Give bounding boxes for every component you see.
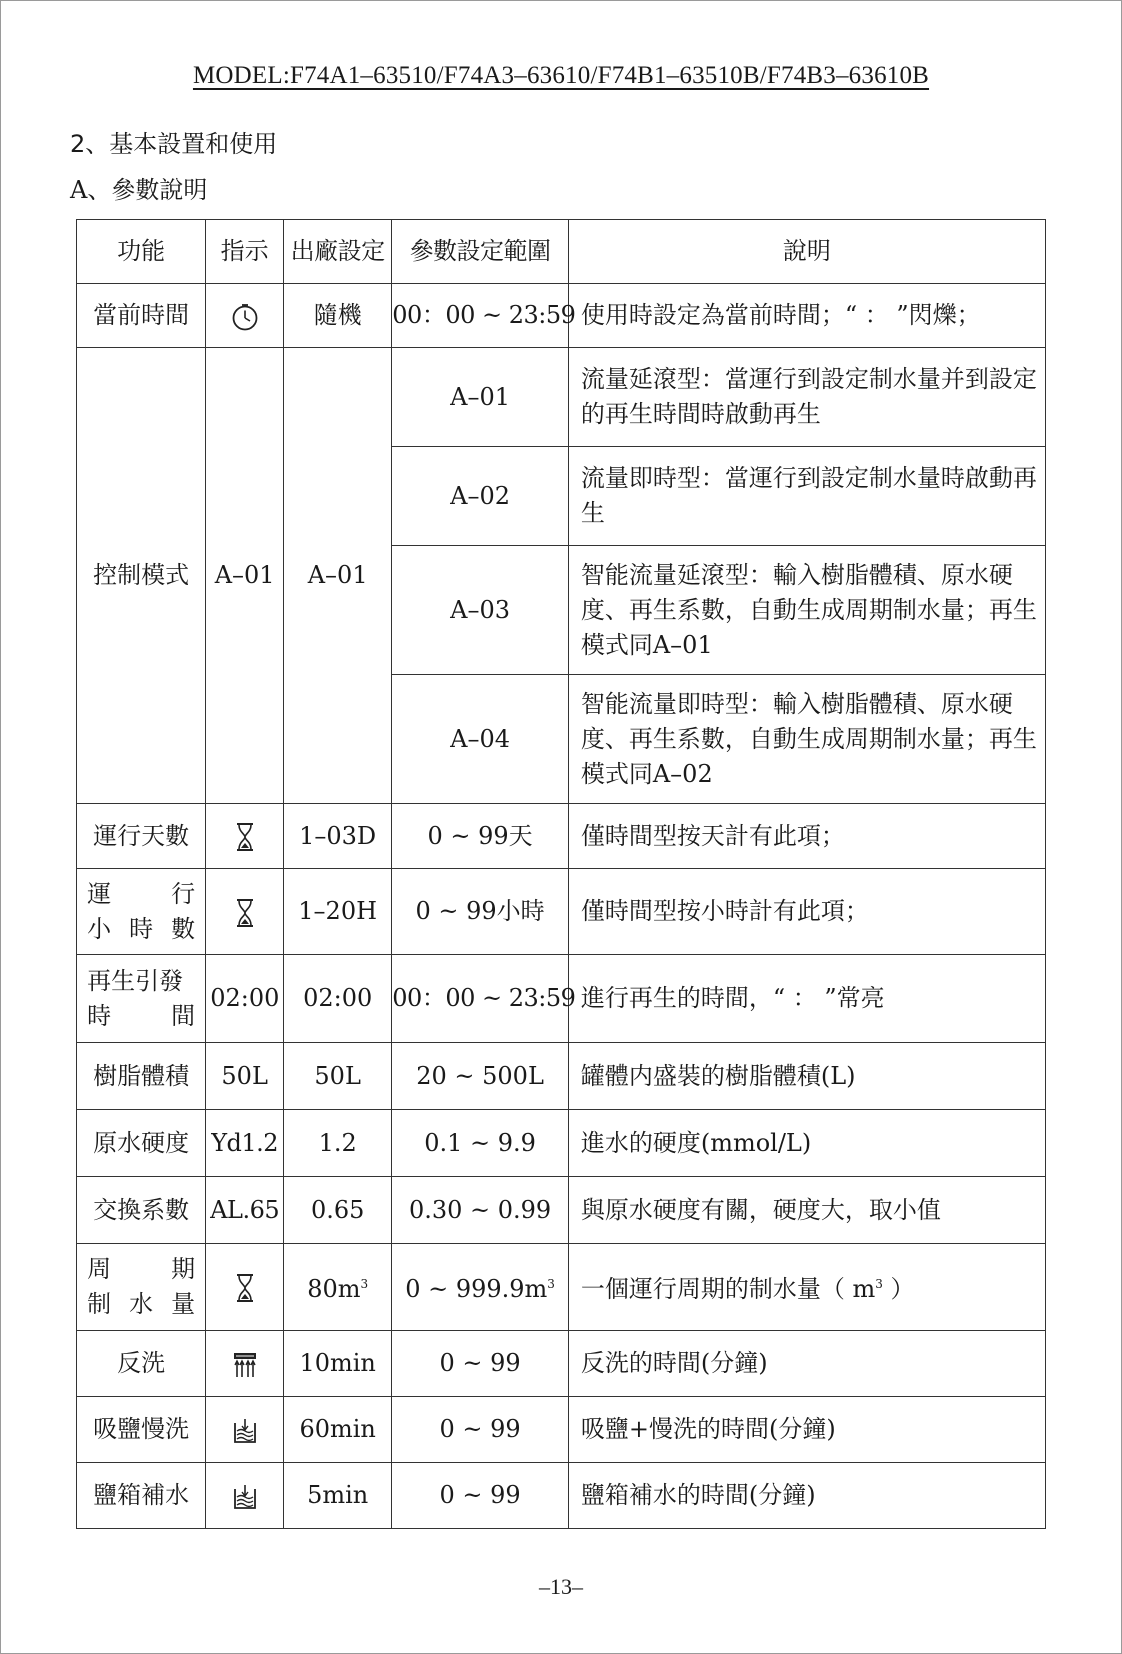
function-cell: 交換系數 <box>77 1177 206 1244</box>
description-cell: 僅時間型按天計有此項； <box>568 804 1045 869</box>
header-indicator: 指示 <box>206 220 284 284</box>
indicator-cell: AL.65 <box>206 1177 284 1244</box>
function-line-1: 再生引發 <box>87 966 184 995</box>
function-char: 周 <box>87 1255 112 1283</box>
range-cell: 0 ~ 99 <box>392 1331 569 1397</box>
table-row-regen-time <box>77 955 1046 1043</box>
function-char: 數 <box>171 914 196 943</box>
description-text: 一個運行周期的制水量（ m <box>580 1275 876 1303</box>
factory-cell: 1.2 <box>284 1110 392 1177</box>
factory-value: 80m <box>307 1275 361 1303</box>
cubic-superscript: 3 <box>875 1277 883 1291</box>
function-cell <box>77 869 206 955</box>
indicator-cell <box>206 1331 284 1397</box>
indicator-cell <box>206 804 284 869</box>
function-char: 量 <box>171 1290 196 1318</box>
function-cell: 吸鹽慢洗 <box>77 1397 206 1463</box>
description-cell: 流量延滾型：當運行到設定制水量并到設定的再生時間時啟動再生 <box>568 348 1045 447</box>
indicator-cell: Yd1.2 <box>206 1110 284 1177</box>
page-number: –13– <box>539 1574 583 1599</box>
range-cell: 0 ~ 99 <box>392 1463 569 1529</box>
indicator-cell <box>206 284 284 348</box>
function-cell <box>77 1244 206 1331</box>
indicator-cell <box>206 1463 284 1529</box>
description-cell: 罐體内盛裝的樹脂體積(L) <box>568 1043 1045 1110</box>
header-description: 說明 <box>568 220 1045 284</box>
factory-cell: 5min <box>284 1463 392 1529</box>
factory-cell <box>284 1244 392 1331</box>
clock-icon <box>230 302 260 332</box>
factory-cell: 1–20H <box>284 869 392 955</box>
range-cell: 0.30 ~ 0.99 <box>392 1177 569 1244</box>
description-cell: 智能流量即時型：輸入樹脂體積、原水硬度、再生系數，自動生成周期制水量；再生模式同A–02 <box>568 675 1045 804</box>
function-char: 時 <box>87 1001 112 1030</box>
function-cell <box>77 955 206 1043</box>
indicator-cell: 50L <box>206 1043 284 1110</box>
function-char: 水 <box>129 1290 154 1318</box>
table-header-row <box>77 220 1046 284</box>
range-cell: 0.1 ~ 9.9 <box>392 1110 569 1177</box>
function-cell: 反洗 <box>77 1331 206 1397</box>
sub-title: A、參數說明 <box>70 176 208 204</box>
range-cell: A–02 <box>392 447 569 546</box>
factory-cell: A–01 <box>284 348 392 804</box>
range-cell: 00：00 ~ 23:59 <box>392 955 569 1043</box>
header-function: 功能 <box>77 220 206 284</box>
description-cell: 進行再生的時間，“ ： ”常亮 <box>568 955 1045 1043</box>
function-cell: 當前時間 <box>77 284 206 348</box>
function-cell: 樹脂體積 <box>77 1043 206 1110</box>
range-value: 0 ~ 999.9m <box>405 1275 548 1303</box>
function-line-1 <box>87 1252 195 1287</box>
function-char: 制 <box>87 1290 112 1318</box>
indicator-cell <box>206 1397 284 1463</box>
description-cell: 智能流量延滾型：輸入樹脂體積、原水硬度、再生系數，自動生成周期制水量；再生模式同A–01 <box>568 546 1045 675</box>
table-row-exchange-coefficient <box>77 1177 1046 1244</box>
function-char: 運 <box>87 879 112 908</box>
parameter-table <box>76 219 1046 1529</box>
range-cell: A–03 <box>392 546 569 675</box>
indicator-cell: 02:00 <box>206 955 284 1043</box>
description-cell: 流量即時型：當運行到設定制水量時啟動再生 <box>568 447 1045 546</box>
description-cell <box>568 1244 1045 1331</box>
range-cell: A–01 <box>392 348 569 447</box>
table-row-raw-hardness <box>77 1110 1046 1177</box>
factory-cell: 60min <box>284 1397 392 1463</box>
hourglass-icon <box>234 1273 256 1303</box>
table-row-control-mode <box>77 348 1046 447</box>
range-cell: 0 ~ 99 <box>392 1397 569 1463</box>
table-row-backwash <box>77 1331 1046 1397</box>
factory-cell: 50L <box>284 1043 392 1110</box>
table-row-running-days <box>77 804 1046 869</box>
description-cell: 鹽箱補水的時間(分鐘) <box>568 1463 1045 1529</box>
function-char: 時 <box>129 914 154 943</box>
table-row-brine-refill <box>77 1463 1046 1529</box>
section-title: 2、基本設置和使用 <box>70 130 278 158</box>
description-cell: 反洗的時間(分鐘) <box>568 1331 1045 1397</box>
function-char: 小 <box>87 914 112 943</box>
cubic-superscript: 3 <box>547 1277 555 1291</box>
description-cell: 僅時間型按小時計有此項； <box>568 869 1045 955</box>
function-line-2 <box>87 999 195 1034</box>
table-row-running-hours <box>77 869 1046 955</box>
brine-tank-icon <box>232 1483 258 1511</box>
cubic-superscript: 3 <box>360 1277 369 1291</box>
function-char: 間 <box>171 1001 196 1030</box>
range-cell: 0 ~ 99天 <box>392 804 569 869</box>
factory-cell: 0.65 <box>284 1177 392 1244</box>
hourglass-icon <box>234 898 256 928</box>
description-cell: 與原水硬度有關，硬度大，取小值 <box>568 1177 1045 1244</box>
indicator-cell <box>206 1244 284 1331</box>
hourglass-icon <box>234 822 256 852</box>
indicator-cell: A–01 <box>206 348 284 804</box>
backwash-icon <box>232 1351 258 1379</box>
function-char: 期 <box>171 1255 196 1283</box>
description-cell: 吸鹽+慢洗的時間(分鐘) <box>568 1397 1045 1463</box>
factory-cell: 10min <box>284 1331 392 1397</box>
factory-cell: 02:00 <box>284 955 392 1043</box>
header-range: 參數設定範圍 <box>392 220 569 284</box>
range-cell: 0 ~ 99小時 <box>392 869 569 955</box>
range-cell: 00：00 ~ 23:59 <box>392 284 569 348</box>
model-header: MODEL:F74A1–63510/F74A3–63610/F74B1–63510B/F74B3–63610B <box>192 62 930 89</box>
factory-cell: 隨機 <box>284 284 392 348</box>
function-cell: 運行天數 <box>77 804 206 869</box>
function-cell: 控制模式 <box>77 348 206 804</box>
range-cell: 20 ~ 500L <box>392 1043 569 1110</box>
factory-cell: 1–03D <box>284 804 392 869</box>
range-cell: A–04 <box>392 675 569 804</box>
table-row-brine-slow-rinse <box>77 1397 1046 1463</box>
brine-tank-icon <box>232 1417 258 1445</box>
table-row-current-time <box>77 284 1046 348</box>
function-cell: 鹽箱補水 <box>77 1463 206 1529</box>
description-cell: 進水的硬度(mmol/L) <box>568 1110 1045 1177</box>
function-char: 行 <box>171 879 196 908</box>
function-line-2 <box>87 912 195 947</box>
table-row-resin-volume <box>77 1043 1046 1110</box>
description-end: ） <box>882 1275 915 1303</box>
indicator-cell <box>206 869 284 955</box>
function-line-1 <box>87 877 195 912</box>
function-cell: 原水硬度 <box>77 1110 206 1177</box>
function-line-2 <box>87 1287 195 1322</box>
header-factory: 出廠設定 <box>284 220 392 284</box>
description-cell: 使用時設定為當前時間；“ ： ”閃爍； <box>568 284 1045 348</box>
range-cell <box>392 1244 569 1331</box>
table-row-cycle-volume <box>77 1244 1046 1331</box>
